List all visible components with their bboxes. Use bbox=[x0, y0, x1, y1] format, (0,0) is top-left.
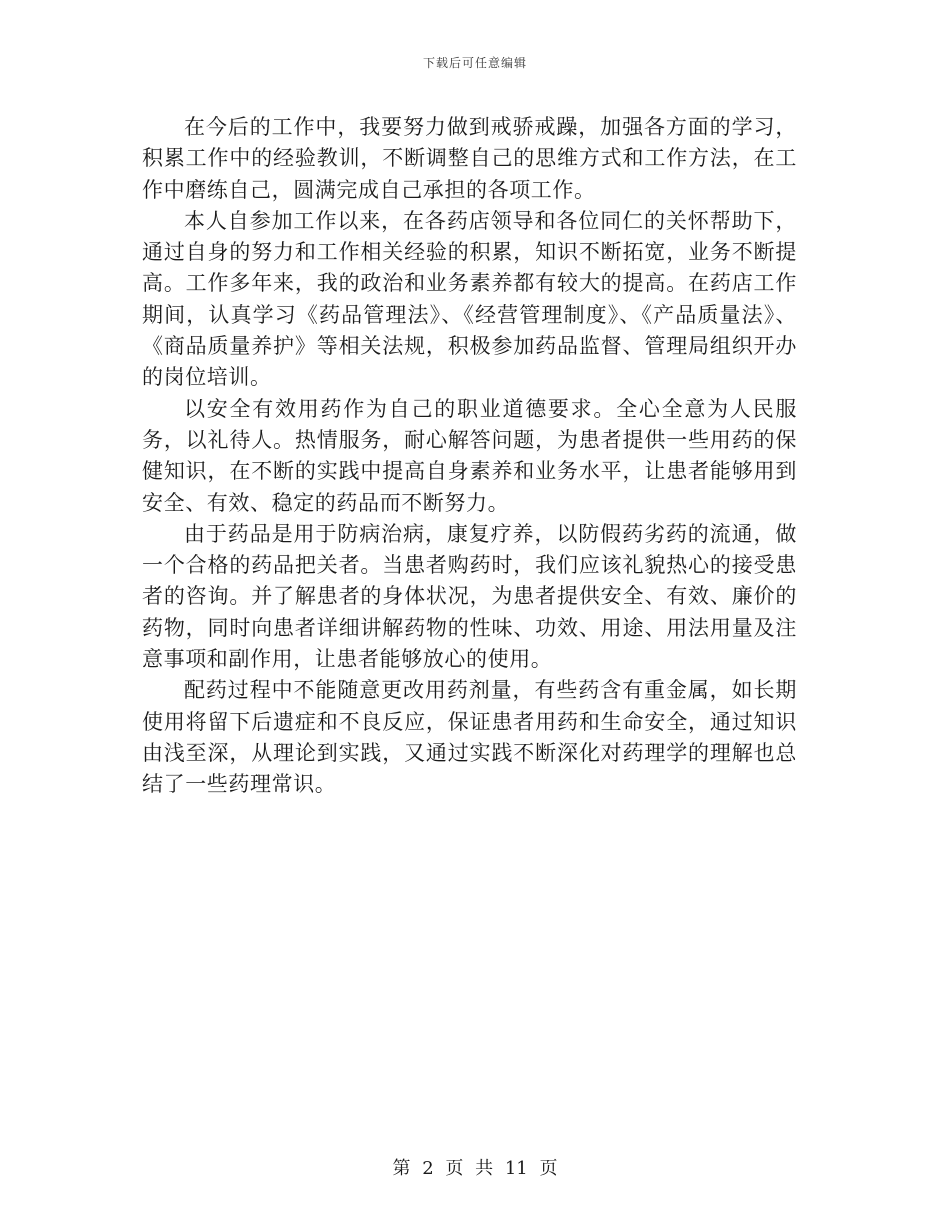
paragraph-5: 配药过程中不能随意更改用药剂量，有些药含有重金属，如长期使用将留下后遗症和不良反应，保证患者用药和生命安全，通过知识由浅至深，从理论到实践，又通过实践不断深化对药理学的理解也总结了一些药理常识。 bbox=[142, 678, 797, 797]
paragraph-2: 本人自参加工作以来，在各药店领导和各位同仁的关怀帮助下，通过自身的努力和工作相关经验的积累，知识不断拓宽，业务不断提高。工作多年来，我的政治和业务素养都有较大的提高。在药店工作期间，认真学习《药品管理法》、《经营管理制度》、《产品质量法》、《商品质量养护》等相关法规，积极参加药品监督、管理局组织开办的岗位培训。 bbox=[142, 208, 797, 390]
page-header: 下载后可任意编辑 bbox=[422, 56, 527, 70]
document-body bbox=[142, 112, 797, 801]
paragraph-1: 在今后的工作中，我要努力做到戒骄戒躁，加强各方面的学习，积累工作中的经验教训，不断调整自己的思维方式和工作方法，在工作中磨练自己，圆满完成自己承担的各项工作。 bbox=[142, 115, 797, 202]
paragraph-4: 由于药品是用于防病治病，康复疗养，以防假药劣药的流通，做一个合格的药品把关者。当患者购药时，我们应该礼貌热心的接受患者的咨询。并了解患者的身体状况，为患者提供安全、有效、廉价的药物，同时向患者详细讲解药物的性味、功效、用途、用法用量及注意事项和副作用，让患者能够放心的使用。 bbox=[142, 521, 797, 672]
paragraph-3: 以安全有效用药作为自己的职业道德要求。全心全意为人民服务，以礼待人。热情服务，耐心解答问题，为患者提供一些用药的保健知识，在不断的实践中提高自身素养和业务水平，让患者能够用到安全、有效、稳定的药品而不断努力。 bbox=[142, 396, 797, 515]
page-number-footer: 第 2 页 共 11 页 bbox=[392, 1158, 558, 1179]
